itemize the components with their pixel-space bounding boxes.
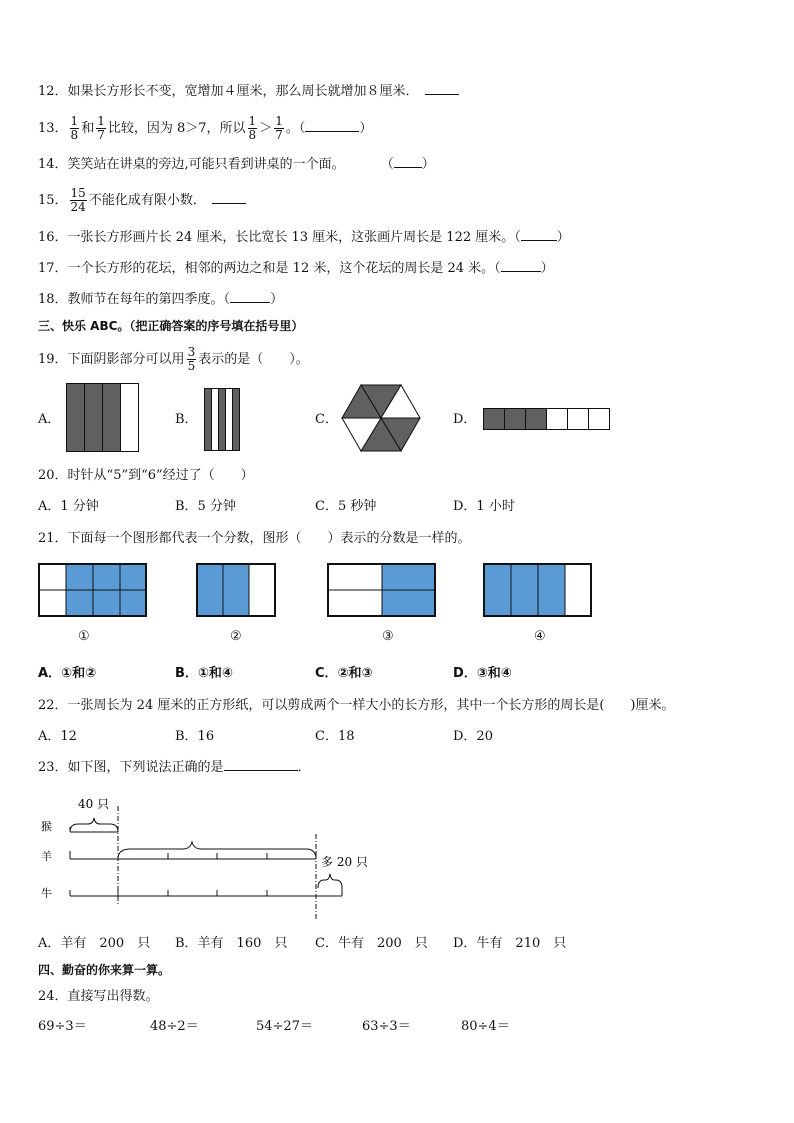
q19-figure-b xyxy=(204,388,244,452)
q24-item-4[interactable]: 63÷3＝ xyxy=(362,1019,411,1034)
q19-figure-a xyxy=(66,383,140,453)
q20-option-b[interactable]: B．5 分钟 xyxy=(175,499,236,514)
fraction-1-7: $\frac{1}{7}$ xyxy=(97,114,105,142)
q19-figure-d xyxy=(483,408,613,431)
row-label-cow: 牛 xyxy=(41,887,52,900)
q22-option-c[interactable]: C．18 xyxy=(315,729,355,744)
diagram-more-label: 多 20 只 xyxy=(321,855,368,869)
fraction-1-8: $\frac{1}{8}$ xyxy=(70,114,79,142)
answer-blank[interactable] xyxy=(521,240,557,241)
q21-caption-1: ① xyxy=(78,629,90,644)
q21-option-c[interactable]: C．②和③ xyxy=(315,666,373,681)
q19-figure-c xyxy=(341,384,421,454)
q20-option-c[interactable]: C．5 秒钟 xyxy=(315,499,377,514)
question-16: 16．一张长方形画片长 24 厘米，长比宽长 13 厘米，这张画片周长是 122 厘米。（ ） xyxy=(38,230,570,245)
fraction-1-8: $\frac{1}{8}$ xyxy=(248,114,257,142)
q21-option-d[interactable]: D．③和④ xyxy=(453,666,512,681)
question-20: 20．时针从“5”到“6”经过了（ ） xyxy=(38,468,254,483)
answer-blank[interactable] xyxy=(230,302,270,303)
q23-line-diagram xyxy=(38,794,378,920)
diagram-top-label: 40 只 xyxy=(78,797,110,811)
section-4-heading: 四、勤奋的你来算一算。 xyxy=(38,963,171,977)
q21-figure-3 xyxy=(327,563,437,618)
q21-figure-4 xyxy=(483,563,593,618)
q21-option-b[interactable]: B．①和④ xyxy=(175,666,233,681)
q23-option-a[interactable]: A．羊有 200 只 xyxy=(38,936,151,951)
q21-caption-4: ④ xyxy=(534,629,546,644)
answer-blank[interactable] xyxy=(394,167,422,168)
q19-option-a-label[interactable]: A． xyxy=(38,412,61,427)
q24-item-1[interactable]: 69÷3＝ xyxy=(38,1019,87,1034)
question-22: 22．一张周长为 24 厘米的正方形纸，可以剪成两个一样大小的长方形，其中一个长方形的周长是( )厘米。 xyxy=(38,698,675,713)
q23-option-d[interactable]: D．牛有 210 只 xyxy=(453,936,567,951)
answer-blank[interactable] xyxy=(501,271,541,272)
fraction-1-7: $\frac{1}{7}$ xyxy=(275,114,283,142)
top-brace xyxy=(70,818,118,832)
row-label-monkey: 猴 xyxy=(41,820,52,833)
q23-option-b[interactable]: B．羊有 160 只 xyxy=(175,936,288,951)
question-19: 19．下面阴影部分可以用 $\frac{3}{5}$ 表示的是（ ）。 xyxy=(38,345,309,373)
question-21: 21．下面每一个图形都代表一个分数，图形（ ）表示的分数是一样的。 xyxy=(38,531,471,546)
q21-figure-2 xyxy=(196,563,278,618)
question-14: 14．笑笑站在讲桌的旁边,可能只看到讲桌的一个面。 （ ） xyxy=(38,157,435,172)
q21-caption-2: ② xyxy=(230,629,242,644)
q24-item-2[interactable]: 48÷2＝ xyxy=(150,1019,199,1034)
answer-blank[interactable] xyxy=(305,131,359,132)
fraction-15-24: $\frac{15}{24}$ xyxy=(70,186,86,214)
q23-option-c[interactable]: C．牛有 200 只 xyxy=(315,936,428,951)
q21-caption-3: ③ xyxy=(382,629,394,644)
answer-blank[interactable] xyxy=(224,770,298,771)
q19-option-d-label[interactable]: D． xyxy=(453,412,477,427)
q22-option-b[interactable]: B．16 xyxy=(175,729,215,744)
q20-option-a[interactable]: A．1 分钟 xyxy=(38,499,99,514)
fraction-3-5: $\frac{3}{5}$ xyxy=(187,345,196,373)
question-24: 24．直接写出得数。 xyxy=(38,989,159,1004)
q22-option-a[interactable]: A．12 xyxy=(38,729,77,744)
q24-item-5[interactable]: 80÷4＝ xyxy=(461,1019,510,1034)
q19-option-b-label[interactable]: B． xyxy=(175,412,198,427)
question-12: 12．如果长方形长不变，宽增加４厘米，那么周长就增加８厘米． xyxy=(38,84,459,100)
answer-blank[interactable] xyxy=(212,203,246,204)
row-label-sheep: 羊 xyxy=(41,850,52,863)
question-23: 23．如下图，下列说法正确的是 ． xyxy=(38,760,311,775)
q20-option-d[interactable]: D．1 小时 xyxy=(453,499,515,514)
question-18: 18．教师节在每年的第四季度。（ ） xyxy=(38,292,284,307)
question-13: 13． $\frac{1}{8}$ 和 $\frac{1}{7}$ 比较，因为 8＞7，所以 $\frac{1}{8}$ ＞ $\frac{1}{7}$ 。（ ） xyxy=(38,114,373,142)
q21-figure-1 xyxy=(38,563,148,618)
answer-blank[interactable] xyxy=(425,94,459,95)
q22-option-d[interactable]: D．20 xyxy=(453,729,493,744)
question-17: 17．一个长方形的花坛，相邻的两边之和是 12 米，这个花坛的周长是 24 米。（ ） xyxy=(38,261,554,276)
question-15: 15． $\frac{15}{24}$ 不能化成有限小数． xyxy=(38,187,246,214)
more-brace xyxy=(318,874,342,888)
q21-option-a[interactable]: A．①和② xyxy=(38,666,97,681)
section-3-heading: 三、快乐 ABC。（把正确答案的序号填在括号里） xyxy=(38,319,304,333)
q24-item-3[interactable]: 54÷27＝ xyxy=(256,1019,313,1034)
q19-option-c-label[interactable]: C． xyxy=(315,412,338,427)
